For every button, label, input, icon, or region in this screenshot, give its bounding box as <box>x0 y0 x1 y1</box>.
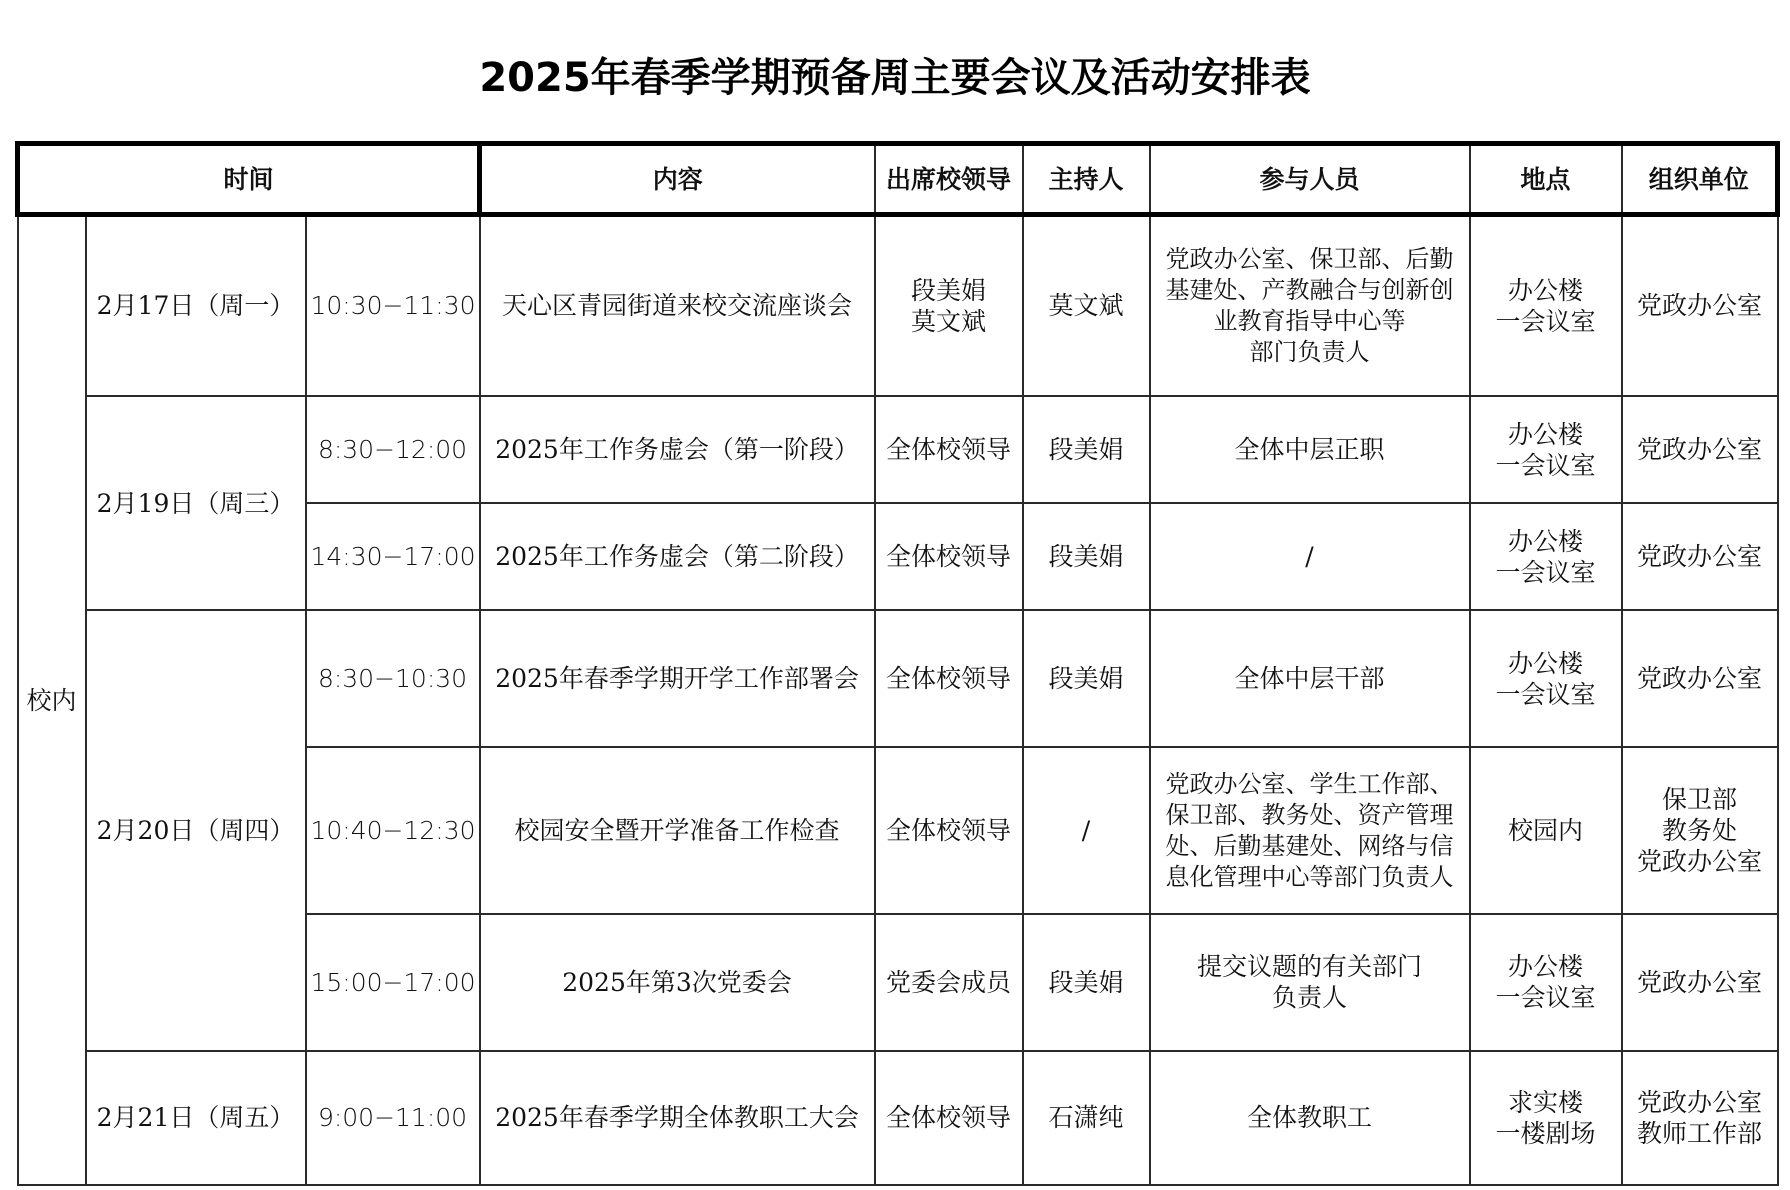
date-cell: 2月17日（周一） <box>86 215 306 396</box>
content-cell: 2025年工作务虚会（第一阶段） <box>480 396 875 503</box>
header-row <box>18 144 1778 215</box>
location-cell: 校园内 <box>1470 747 1622 914</box>
content-cell: 天心区青园街道来校交流座谈会 <box>480 215 875 396</box>
organizer-cell: 党政办公室 <box>1622 914 1778 1050</box>
organizer-cell: 党政办公室 <box>1622 396 1778 503</box>
participants-cell: / <box>1150 503 1470 610</box>
table-row <box>18 610 1778 746</box>
header-host: 主持人 <box>1023 144 1150 215</box>
leaders-cell: 段美娟 莫文斌 <box>875 215 1023 396</box>
leaders-cell: 全体校领导 <box>875 503 1023 610</box>
organizer-cell: 党政办公室 教师工作部 <box>1622 1051 1778 1185</box>
time-cell: 15:00−17:00 <box>306 914 480 1050</box>
location-cell: 办公楼 一会议室 <box>1470 396 1622 503</box>
page-title: 2025年春季学期预备周主要会议及活动安排表 <box>479 55 1311 101</box>
header-time: 时间 <box>18 144 480 215</box>
leaders-cell: 全体校领导 <box>875 610 1023 746</box>
organizer-cell: 党政办公室 <box>1622 610 1778 746</box>
host-cell: / <box>1023 747 1150 914</box>
time-cell: 8:30−10:30 <box>306 610 480 746</box>
location-cell: 办公楼 一会议室 <box>1470 610 1622 746</box>
date-cell: 2月19日（周三） <box>86 396 306 611</box>
host-cell: 石潇纯 <box>1023 1051 1150 1185</box>
content-cell: 2025年春季学期开学工作部署会 <box>480 610 875 746</box>
time-cell: 8:30−12:00 <box>306 396 480 503</box>
table-row <box>18 215 1778 396</box>
participants-cell: 党政办公室、学生工作部、保卫部、教务处、资产管理处、后勤基建处、网络与信息化管理中心等部门负责人 <box>1150 747 1470 914</box>
time-cell: 14:30−17:00 <box>306 503 480 610</box>
host-cell: 段美娟 <box>1023 396 1150 503</box>
table-row <box>18 396 1778 503</box>
location-cell: 办公楼 一会议室 <box>1470 215 1622 396</box>
leaders-cell: 全体校领导 <box>875 747 1023 914</box>
participants-cell: 全体教职工 <box>1150 1051 1470 1185</box>
time-cell: 10:30−11:30 <box>306 215 480 396</box>
scope-cell: 校内 <box>18 215 86 1186</box>
leaders-cell: 党委会成员 <box>875 914 1023 1050</box>
table-row <box>18 1051 1778 1185</box>
content-cell: 2025年春季学期全体教职工大会 <box>480 1051 875 1185</box>
header-content: 内容 <box>480 144 875 215</box>
time-cell: 9:00−11:00 <box>306 1051 480 1185</box>
content-cell: 2025年工作务虚会（第二阶段） <box>480 503 875 610</box>
schedule-table <box>15 141 1780 1186</box>
header-location: 地点 <box>1470 144 1622 215</box>
host-cell: 段美娟 <box>1023 914 1150 1050</box>
organizer-cell: 党政办公室 <box>1622 215 1778 396</box>
participants-cell: 提交议题的有关部门 负责人 <box>1150 914 1470 1050</box>
leaders-cell: 全体校领导 <box>875 396 1023 503</box>
time-cell: 10:40−12:30 <box>306 747 480 914</box>
host-cell: 莫文斌 <box>1023 215 1150 396</box>
participants-cell: 党政办公室、保卫部、后勤基建处、产教融合与创新创业教育指导中心等 部门负责人 <box>1150 215 1470 396</box>
content-cell: 2025年第3次党委会 <box>480 914 875 1050</box>
location-cell: 办公楼 一会议室 <box>1470 914 1622 1050</box>
content-cell: 校园安全暨开学准备工作检查 <box>480 747 875 914</box>
header-organizer: 组织单位 <box>1622 144 1778 215</box>
participants-cell: 全体中层干部 <box>1150 610 1470 746</box>
leaders-cell: 全体校领导 <box>875 1051 1023 1185</box>
date-cell: 2月21日（周五） <box>86 1051 306 1185</box>
location-cell: 办公楼 一会议室 <box>1470 503 1622 610</box>
header-participants: 参与人员 <box>1150 144 1470 215</box>
organizer-cell: 保卫部 教务处 党政办公室 <box>1622 747 1778 914</box>
date-cell: 2月20日（周四） <box>86 610 306 1050</box>
participants-cell: 全体中层正职 <box>1150 396 1470 503</box>
host-cell: 段美娟 <box>1023 503 1150 610</box>
organizer-cell: 党政办公室 <box>1622 503 1778 610</box>
host-cell: 段美娟 <box>1023 610 1150 746</box>
location-cell: 求实楼 一楼剧场 <box>1470 1051 1622 1185</box>
header-leaders: 出席校领导 <box>875 144 1023 215</box>
